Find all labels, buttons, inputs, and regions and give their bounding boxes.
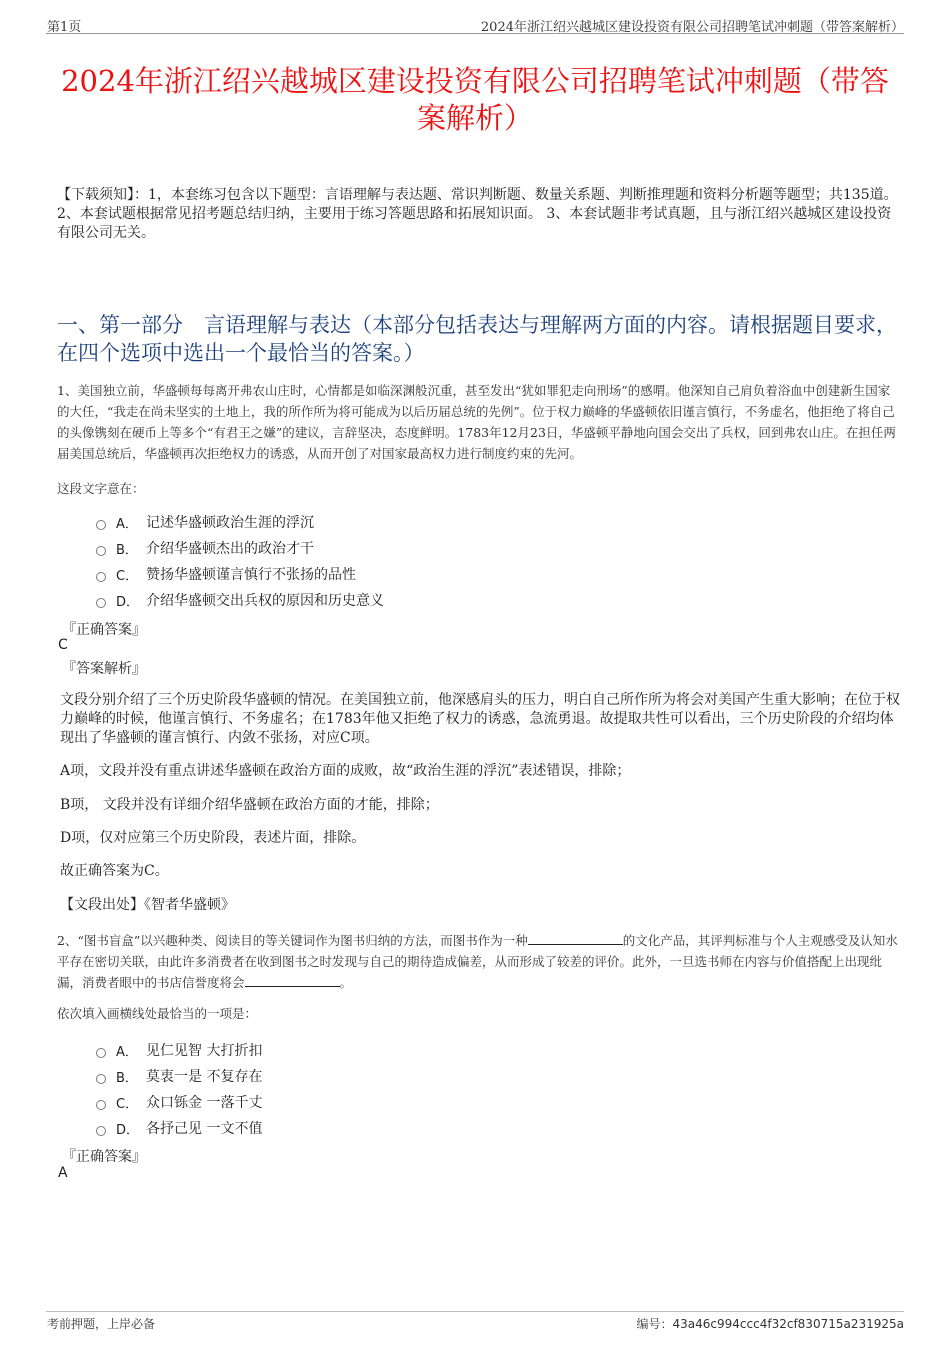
question-1-prompt: 这段文字意在： (57, 481, 145, 496)
header-page-number: 第1页 (47, 20, 82, 35)
footer-divider (46, 1311, 904, 1312)
radio-icon[interactable] (96, 1074, 106, 1084)
option-a[interactable]: A． 记述华盛顿政治生涯的浮沉 (96, 509, 384, 535)
analysis-option-d: D项，仅对应第三个历史阶段，表述片面，排除。 (60, 830, 366, 846)
option-c[interactable]: C． 众口铄金 一落千丈 (96, 1089, 262, 1115)
header-divider (46, 33, 904, 34)
question-1-text: 1、美国独立前，华盛顿每每离开弗农山庄时，心情都是如临深渊般沉重，甚至发出“犹如罪犯走向刑场”的感喟。他深知自己肩负着浴血中创建新生国家的大任，“我走在尚未坚实的土地上，我的所作所为将可能成为以后历届总统的先例”。位于权力巅峰的华盛顿依旧谨言慎行，不务虚名，他拒绝了将自己的头像镌刻在硬币上等多个“有君王之嫌”的建议，言辞坚决，态度鲜明。1783年12月23日，华盛顿平静地向国会交出了兵权，回到弗农山庄。在担任两届美国总统后，华盛顿再次拒绝权力的诱惑，从而开创了对国家最高权力进行制度约束的先河。 (57, 383, 896, 461)
footer-code: 编号：43a46c994ccc4f32cf830715a231925a (636, 1317, 904, 1331)
radio-icon[interactable] (96, 1048, 106, 1058)
radio-icon[interactable] (96, 1100, 106, 1110)
analysis-conclusion: 故正确答案为C。 (60, 863, 169, 879)
radio-icon[interactable] (96, 520, 106, 530)
footer-slogan: 考前押题，上岸必备 (47, 1317, 156, 1331)
option-d[interactable]: D． 介绍华盛顿交出兵权的原因和历史意义 (96, 587, 384, 613)
download-notice: 【下载须知】：1，本套练习包含以下题型：言语理解与表达题、常识判断题、数量关系题、判断推理题和资料分析题等题型；共135道。 2、本套试题根据常见招考题总结归纳，主要用于练习答题思路和拓展知识面。 3、本套试题非考试真题，且与浙江绍兴越城区建设投资有限公司无关。 (57, 187, 898, 241)
passage-source: 【文段出处】《智者华盛顿》 (60, 897, 235, 913)
question-2-prompt: 依次填入画横线处最恰当的一项是： (57, 1006, 258, 1021)
option-d[interactable]: D． 各抒己见 一文不值 (96, 1115, 262, 1141)
analysis-label: 『答案解析』 (62, 661, 146, 677)
answer-label: 『正确答案』 (62, 1149, 146, 1165)
analysis-option-a: A项，文段并没有重点讲述华盛顿在政治方面的成败，故“政治生涯的浮沉”表述错误，排除； (60, 763, 631, 779)
question-2-options (96, 1037, 262, 1141)
radio-icon[interactable] (96, 1126, 106, 1136)
radio-icon[interactable] (96, 572, 106, 582)
question-1-options (96, 509, 384, 613)
radio-icon[interactable] (96, 546, 106, 556)
option-a[interactable]: A． 见仁见智 大打折扣 (96, 1037, 262, 1063)
header-doc-title: 2024年浙江绍兴越城区建设投资有限公司招聘笔试冲刺题（带答案解析） (480, 20, 904, 35)
radio-icon[interactable] (96, 598, 106, 608)
option-c[interactable]: C． 赞扬华盛顿谨言慎行不张扬的品性 (96, 561, 384, 587)
section-heading: 一、第一部分 言语理解与表达（本部分包括表达与理解两方面的内容。请根据题目要求，在四个选项中选出一个最恰当的答案。） (57, 313, 897, 365)
analysis-option-b: B项， 文段并没有详细介绍华盛顿在政治方面的才能，排除； (60, 797, 439, 813)
answer-value: C (58, 637, 68, 653)
option-b[interactable]: B． 介绍华盛顿杰出的政治才干 (96, 535, 384, 561)
answer-label: 『正确答案』 (62, 622, 146, 638)
analysis-paragraph: 文段分别介绍了三个历史阶段华盛顿的情况。在美国独立前，他深感肩头的压力，明白自己所作所为将会对美国产生重大影响；在位于权力巅峰的时候，他谨言慎行、不务虚名；在1783年他又拒绝了权力的诱惑，急流勇退。故提取共性可以看出，三个历史阶段的介绍均体现出了华盛顿的谨言慎行、内敛不张扬，对应C项。 (60, 692, 900, 746)
fill-blank-2 (245, 986, 340, 987)
answer-value: A (58, 1165, 68, 1181)
option-b[interactable]: B． 莫衷一是 不复存在 (96, 1063, 262, 1089)
fill-blank-1 (528, 944, 623, 945)
page-title: 2024年浙江绍兴越城区建设投资有限公司招聘笔试冲刺题（带答案解析） (61, 64, 889, 136)
question-2-text: 2、“图书盲盒”以兴趣种类、阅读目的等关键词作为图书归纳的方法，而图书作为一种 的文化产品，其评判标准与个人主观感受及认知水平存在密切关联，由此许多消费者在收到图书之时发现与自己的期待造成偏差，从而形成了较差的评价。此外，一旦选书师在内容与价值搭配上出现纰漏，消费者眼中的书店信誉度将会 。 (57, 933, 898, 990)
